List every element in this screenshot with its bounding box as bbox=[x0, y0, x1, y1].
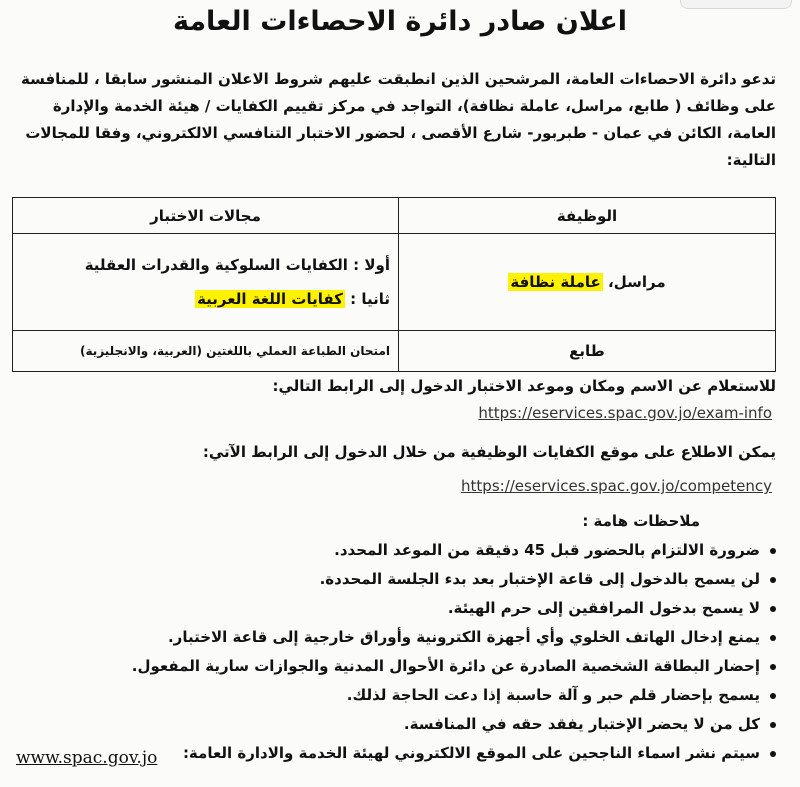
field-line-2 bbox=[14, 282, 390, 316]
list-item bbox=[16, 594, 776, 623]
header-job: الوظيفة bbox=[399, 198, 776, 234]
intro-line: العامة، الكائن في عمان - طبربور- شارع الأقصى ، لحضور الاختبار التنافسي الالكتروني، وفقا للمجالات bbox=[25, 124, 776, 142]
job-cell: طابع bbox=[399, 331, 776, 372]
note-text: سيتم نشر اسماء الناجحين على الموقع الالكتروني لهيئة الخدمة والادارة العامة: bbox=[182, 744, 760, 762]
field-line-2-prefix: ثانيا : bbox=[350, 290, 390, 308]
bullet-icon bbox=[770, 606, 776, 612]
note-text: يسمح بإحضار قلم حبر و آلة حاسبة إذا دعت الحاجة لذلك. bbox=[346, 686, 760, 704]
competency-text: يمكن الاطلاع على موقع الكفايات الوظيفية من خلال الدخول إلى الرابط الآتي: bbox=[202, 443, 776, 461]
notes-title: ملاحظات هامة : bbox=[582, 512, 700, 530]
intro-line: تدعو دائرة الاحصاءات العامة، المرشحين الذين انطبقت عليهم شروط الاعلان المنشور سابقا ، للمنافسة bbox=[20, 70, 776, 88]
note-text: إحضار البطاقة الشخصية الصادرة عن دائرة الأحوال المدنية والجوازات سارية المفعول. bbox=[131, 657, 760, 675]
table-row bbox=[13, 331, 776, 372]
notes-list bbox=[16, 536, 776, 768]
table-header-row bbox=[13, 198, 776, 234]
job-prefix: مراسل، bbox=[608, 273, 666, 291]
header-fields: مجالات الاختبار bbox=[13, 198, 399, 234]
list-item bbox=[16, 710, 776, 739]
note-text: لا يسمح بدخول المرافقين إلى حرم الهيئة. bbox=[447, 599, 760, 617]
field-line-1: أولا : الكفايات السلوكية والقدرات العقلية bbox=[84, 256, 390, 274]
list-item bbox=[16, 652, 776, 681]
job-cell bbox=[399, 234, 776, 331]
bullet-icon bbox=[770, 751, 776, 757]
fields-cell: امتحان الطباعة العملي باللغتين (العربية، والانجليزية) bbox=[13, 331, 399, 372]
field-line-2-highlight: كفايات اللغة العربية bbox=[197, 290, 343, 308]
spac-website-link[interactable]: www.spac.gov.jo bbox=[16, 748, 158, 768]
competency-link[interactable]: https://eservices.spac.gov.jo/competency bbox=[461, 477, 772, 495]
page-title: اعلان صادر دائرة الاحصاءات العامة bbox=[172, 6, 628, 37]
bullet-icon bbox=[770, 722, 776, 728]
note-text: لن يسمح بالدخول إلى قاعة الإختبار بعد بدء الجلسة المحددة. bbox=[319, 570, 760, 588]
bullet-icon bbox=[770, 693, 776, 699]
bullet-icon bbox=[770, 548, 776, 554]
intro-paragraph bbox=[16, 66, 776, 174]
table-row bbox=[13, 234, 776, 331]
list-item bbox=[16, 565, 776, 594]
fields-cell bbox=[13, 234, 399, 331]
list-item bbox=[16, 681, 776, 710]
note-text: ضرورة الالتزام بالحضور قبل 45 دقيقة من الموعد المحدد. bbox=[334, 541, 760, 559]
intro-line: التالية: bbox=[726, 151, 776, 169]
bullet-icon bbox=[770, 635, 776, 641]
job-highlight: عاملة نظافة bbox=[510, 273, 601, 291]
exam-fields-table bbox=[12, 197, 776, 372]
list-item bbox=[16, 536, 776, 565]
exam-info-link[interactable]: https://eservices.spac.gov.jo/exam-info bbox=[478, 404, 772, 422]
bullet-icon bbox=[770, 664, 776, 670]
intro-line: على وظائف ( طابع، مراسل، عاملة نظافة)، التواجد في مركز تقييم الكفايات / هيئة الخدمة والإدارة bbox=[52, 97, 776, 115]
list-item bbox=[16, 623, 776, 652]
note-text: كل من لا يحضر الإختبار يفقد حقه في المنافسة. bbox=[403, 715, 760, 733]
inquiry-text: للاستعلام عن الاسم ومكان وموعد الاختبار الدخول إلى الرابط التالي: bbox=[272, 377, 776, 395]
bullet-icon bbox=[770, 577, 776, 583]
note-text: يمنع إدخال الهاتف الخلوي وأي أجهزة الكترونية وأوراق خارجية إلى قاعة الاختبار. bbox=[167, 628, 760, 646]
